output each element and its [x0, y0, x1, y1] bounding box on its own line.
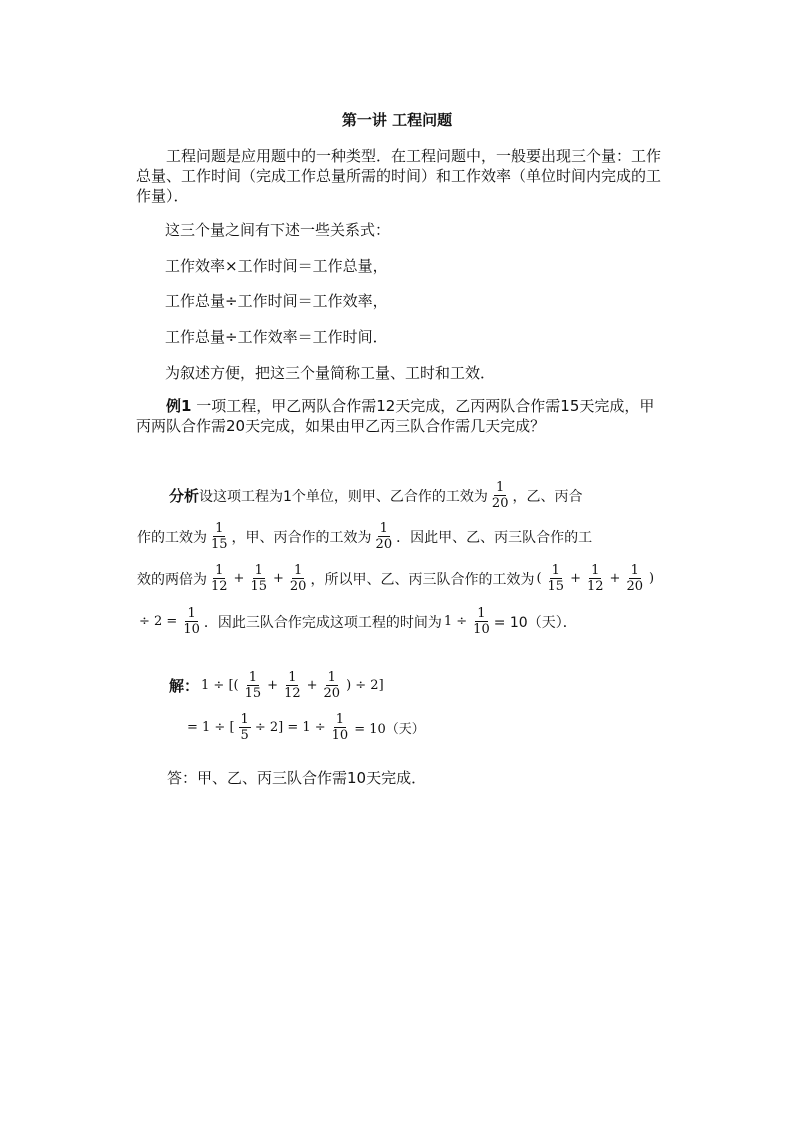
fraction-1-20: $\frac{1}{20}$: [626, 563, 643, 594]
intro-text: 工程问题是应用题中的一种类型．在工程问题中，一般要出现三个量：工作总量、工作时间（完成工作总量所需的时间）和工作效率（单位时间内完成的工作量）．: [136, 147, 662, 205]
example-text: 一项工程，甲乙两队合作需12天完成，乙丙两队合作需15天完成，甲丙两队合作需20天完成，如果由甲乙丙三队合作需几天完成？: [136, 397, 655, 435]
fraction-1-15: $\frac{1}{15}$: [547, 563, 565, 594]
solution-text-1a: 1 ÷ [(: [201, 678, 239, 693]
fraction-1-10: $\frac{1}{10}$: [331, 712, 349, 743]
analysis-text-2b: ，甲、丙合作的工效为: [231, 529, 372, 546]
analysis-text-1: 设这项工程为1个单位，则甲、乙合作的工效为: [199, 488, 488, 505]
fraction-1-20: $\frac{1}{20}$: [289, 563, 307, 594]
fraction-1-15: $\frac{1}{15}$: [250, 563, 267, 594]
plus-sign: +: [609, 571, 621, 586]
analysis-text-1-tail: ，乙、丙合: [512, 488, 583, 505]
solution-line-1: [169, 670, 386, 701]
fraction-1-20: $\frac{1}{20}$: [323, 670, 341, 701]
intro-paragraph: [136, 146, 668, 206]
solution-colon: ：: [184, 677, 200, 695]
analysis-line-2: [137, 521, 592, 552]
solution-text-2a: = 1 ÷ [: [187, 720, 235, 735]
relation-3: 工作总量÷工作效率＝工作时间．: [165, 328, 388, 346]
plus-sign: +: [273, 571, 284, 586]
analysis-text-2a: 作的工效为: [137, 529, 207, 546]
plus-sign: +: [306, 678, 318, 693]
relation-2: 工作总量÷工作时间＝工作效率，: [165, 292, 388, 310]
analysis-label: 分析: [169, 487, 200, 505]
relations-intro: 这三个量之间有下述一些关系式：: [165, 221, 391, 239]
fraction-1-12: $\frac{1}{12}$: [211, 563, 228, 594]
analysis-text-2c: ．因此甲、乙、丙三队合作的工: [396, 529, 593, 546]
solution-line-2: [185, 712, 427, 743]
solution-text-2c: = 10（天）: [354, 722, 425, 737]
plus-sign: +: [233, 571, 245, 586]
fraction-1-20: $\frac{1}{20}$: [375, 521, 393, 552]
solution-text-1b: ) ÷ 2]: [346, 678, 384, 693]
relation-1: 工作效率×工作时间＝工作总量，: [165, 257, 388, 275]
example-label: 例1: [166, 397, 192, 415]
fraction-1-15: $\frac{1}{15}$: [244, 670, 262, 701]
fraction-1-10: $\frac{1}{10}$: [473, 606, 490, 637]
analysis-line-4: [137, 606, 577, 637]
analysis-line-3: 效的两倍为 $\frac{1}{12}$ + $\frac{1}{15}$ + $\frac{1}{20}$ ，所以甲、乙、丙三队合作的工效为 ( $\frac{1}{15}$ + $\frac{1}{12}$ + $\frac{1}{20}$ ): [137, 563, 655, 594]
solution-text-2b: ÷ 2] = 1 ÷: [254, 720, 326, 735]
analysis-text-3b: ，所以甲、乙、丙三队合作的工效为: [310, 571, 535, 588]
analysis-text-3a: 效的两倍为: [137, 571, 207, 588]
fraction-1-12: $\frac{1}{12}$: [284, 670, 301, 701]
fraction-1-5: $\frac{1}{5}$: [240, 712, 249, 743]
solution-label: 解: [169, 677, 185, 695]
answer-text: 答：甲、乙、丙三队合作需10天完成．: [167, 769, 427, 787]
fraction-1-12: $\frac{1}{12}$: [586, 563, 604, 594]
analysis-text-4c: 1 ÷: [443, 614, 468, 629]
analysis-line-1: [169, 480, 582, 511]
fraction-1-10: $\frac{1}{10}$: [183, 606, 200, 637]
plus-sign: +: [267, 678, 279, 693]
plus-sign: +: [570, 571, 581, 586]
analysis-text-4d: = 10（天）．: [493, 614, 577, 631]
analysis-text-4a: ÷ 2 =: [139, 614, 178, 629]
fraction-1-15: $\frac{1}{15}$: [211, 521, 228, 552]
fraction-1-20: $\frac{1}{20}$: [491, 480, 509, 511]
example-1: [136, 396, 668, 436]
page-title: 第一讲 工程问题: [341, 111, 453, 129]
analysis-text-4b: ．因此三队合作完成这项工程的时间为: [203, 614, 442, 631]
abbrev-text: 为叙述方便，把这三个量简称工量、工时和工效．: [165, 364, 496, 382]
